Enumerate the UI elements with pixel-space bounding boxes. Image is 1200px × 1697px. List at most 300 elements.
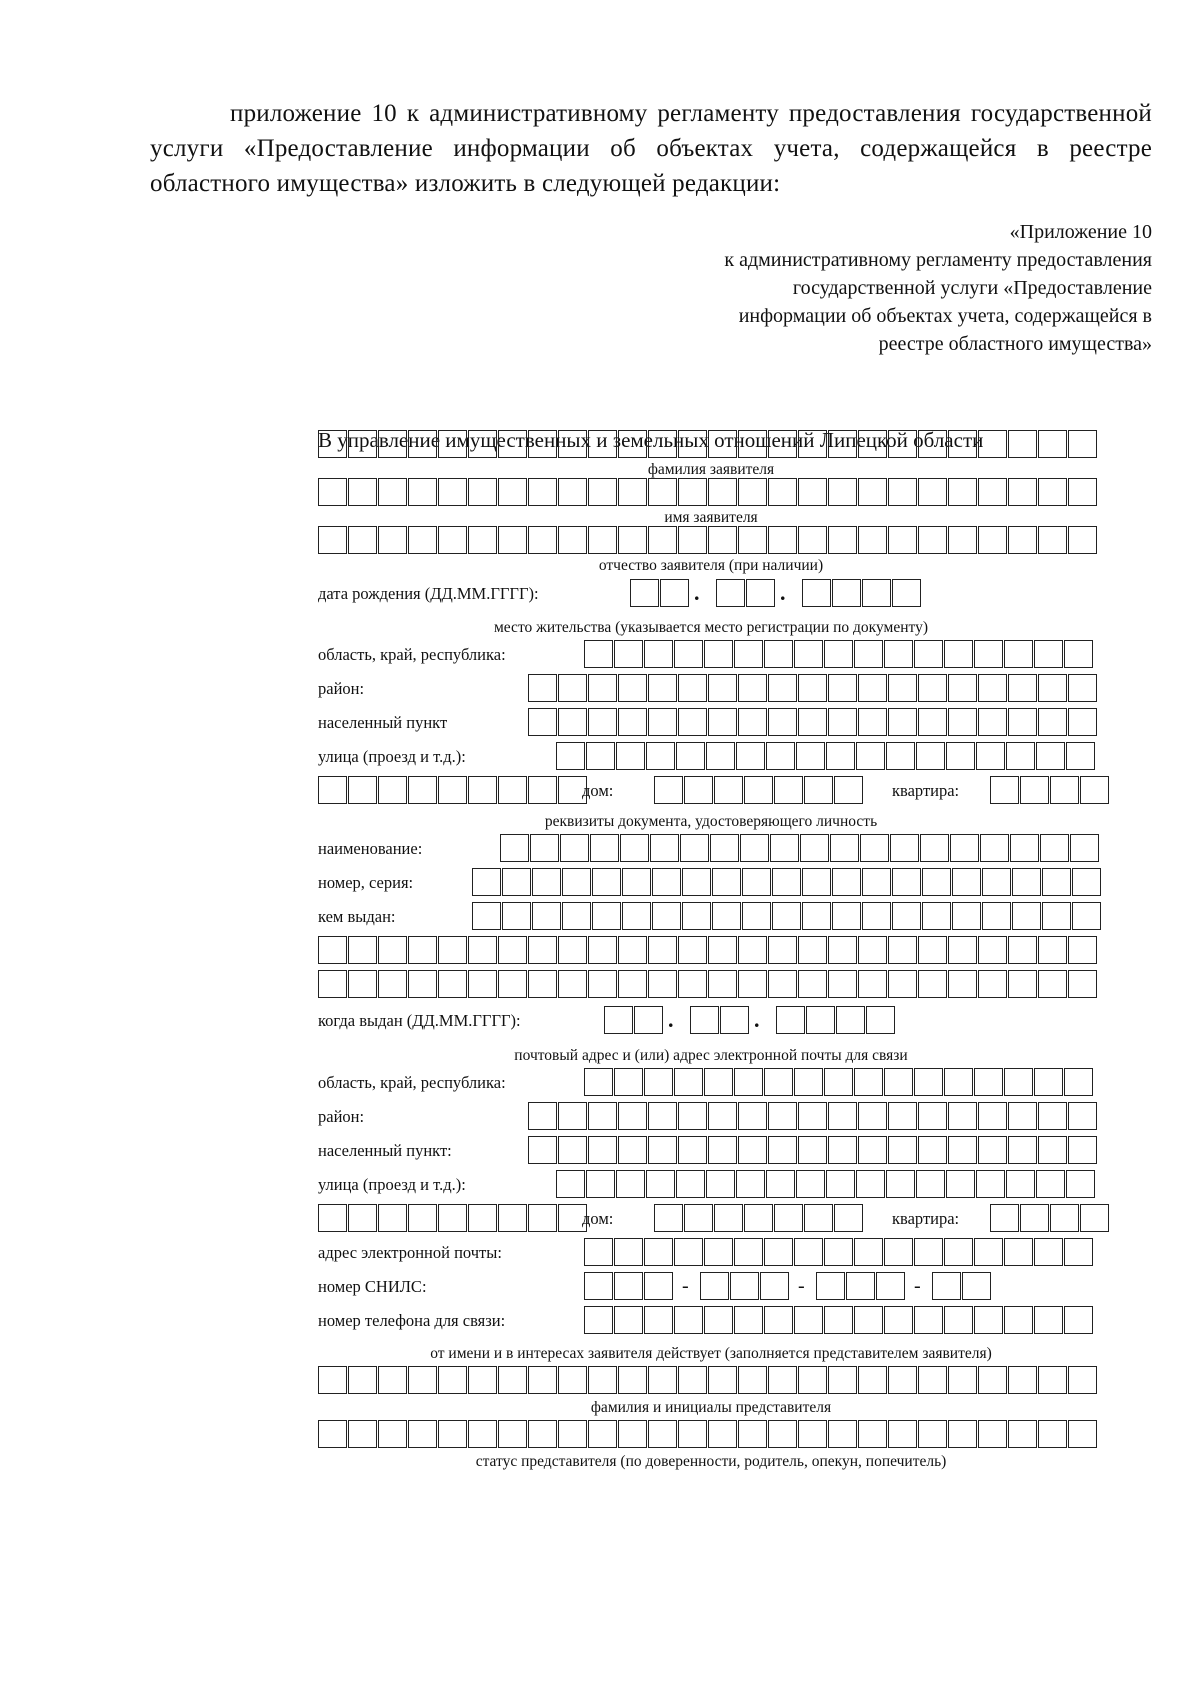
char-cell[interactable] <box>588 1420 617 1448</box>
char-cell[interactable] <box>678 1420 707 1448</box>
char-cell[interactable] <box>804 1204 833 1232</box>
char-cell[interactable] <box>826 742 855 770</box>
char-cell[interactable] <box>768 674 797 702</box>
char-cell[interactable] <box>800 834 829 862</box>
char-cell[interactable] <box>918 478 947 506</box>
char-cell[interactable] <box>528 1204 557 1232</box>
char-cell[interactable] <box>746 579 775 607</box>
char-cell[interactable] <box>866 1006 895 1034</box>
char-cell[interactable] <box>348 1366 377 1394</box>
char-cell[interactable] <box>678 1102 707 1130</box>
char-cell[interactable] <box>614 1306 643 1334</box>
char-cell[interactable] <box>858 1136 887 1164</box>
char-cell[interactable] <box>588 708 617 736</box>
char-cell[interactable] <box>892 902 921 930</box>
char-cell[interactable] <box>974 1306 1003 1334</box>
char-cell[interactable] <box>856 742 885 770</box>
char-cell[interactable] <box>1072 902 1101 930</box>
surname-field[interactable] <box>318 430 1098 458</box>
char-cell[interactable] <box>948 430 977 458</box>
email-field[interactable] <box>584 1238 1094 1266</box>
char-cell[interactable] <box>980 834 1009 862</box>
char-cell[interactable] <box>1038 674 1067 702</box>
char-cell[interactable] <box>498 776 527 804</box>
char-cell[interactable] <box>708 674 737 702</box>
char-cell[interactable] <box>1004 1238 1033 1266</box>
birth-month-field[interactable] <box>716 579 776 607</box>
char-cell[interactable] <box>438 1204 467 1232</box>
char-cell[interactable] <box>720 1006 749 1034</box>
char-cell[interactable] <box>854 1068 883 1096</box>
char-cell[interactable] <box>318 1420 347 1448</box>
char-cell[interactable] <box>644 1238 673 1266</box>
char-cell[interactable] <box>828 1366 857 1394</box>
char-cell[interactable] <box>918 970 947 998</box>
char-cell[interactable] <box>588 1102 617 1130</box>
char-cell[interactable] <box>1068 1366 1097 1394</box>
char-cell[interactable] <box>738 1136 767 1164</box>
char-cell[interactable] <box>1064 1068 1093 1096</box>
char-cell[interactable] <box>438 478 467 506</box>
char-cell[interactable] <box>1004 1068 1033 1096</box>
char-cell[interactable] <box>712 902 741 930</box>
char-cell[interactable] <box>1034 1068 1063 1096</box>
issued-day-field[interactable] <box>604 1006 664 1034</box>
char-cell[interactable] <box>932 1272 961 1300</box>
char-cell[interactable] <box>618 1366 647 1394</box>
postal-locality-field[interactable] <box>528 1136 1098 1164</box>
char-cell[interactable] <box>948 478 977 506</box>
char-cell[interactable] <box>826 1170 855 1198</box>
char-cell[interactable] <box>654 1204 683 1232</box>
char-cell[interactable] <box>648 674 677 702</box>
char-cell[interactable] <box>1008 674 1037 702</box>
char-cell[interactable] <box>824 1238 853 1266</box>
char-cell[interactable] <box>944 1068 973 1096</box>
char-cell[interactable] <box>676 1170 705 1198</box>
char-cell[interactable] <box>990 776 1019 804</box>
char-cell[interactable] <box>768 1420 797 1448</box>
char-cell[interactable] <box>828 936 857 964</box>
char-cell[interactable] <box>704 640 733 668</box>
char-cell[interactable] <box>528 776 557 804</box>
char-cell[interactable] <box>770 834 799 862</box>
char-cell[interactable] <box>318 970 347 998</box>
char-cell[interactable] <box>828 1102 857 1130</box>
char-cell[interactable] <box>438 1420 467 1448</box>
char-cell[interactable] <box>644 1068 673 1096</box>
char-cell[interactable] <box>716 579 745 607</box>
postal-region-field[interactable] <box>584 1068 1094 1096</box>
char-cell[interactable] <box>828 526 857 554</box>
char-cell[interactable] <box>584 640 613 668</box>
char-cell[interactable] <box>468 1366 497 1394</box>
char-cell[interactable] <box>1042 902 1071 930</box>
char-cell[interactable] <box>856 1170 885 1198</box>
char-cell[interactable] <box>816 1272 845 1300</box>
char-cell[interactable] <box>674 640 703 668</box>
district-field[interactable] <box>528 674 1098 702</box>
char-cell[interactable] <box>1068 674 1097 702</box>
char-cell[interactable] <box>588 478 617 506</box>
char-cell[interactable] <box>528 970 557 998</box>
char-cell[interactable] <box>348 526 377 554</box>
char-cell[interactable] <box>652 902 681 930</box>
char-cell[interactable] <box>348 776 377 804</box>
char-cell[interactable] <box>1038 1366 1067 1394</box>
char-cell[interactable] <box>1068 478 1097 506</box>
char-cell[interactable] <box>1068 526 1097 554</box>
char-cell[interactable] <box>794 1238 823 1266</box>
char-cell[interactable] <box>796 742 825 770</box>
char-cell[interactable] <box>634 1006 663 1034</box>
char-cell[interactable] <box>528 526 557 554</box>
char-cell[interactable] <box>918 708 947 736</box>
char-cell[interactable] <box>584 1068 613 1096</box>
char-cell[interactable] <box>618 936 647 964</box>
char-cell[interactable] <box>558 430 587 458</box>
char-cell[interactable] <box>438 970 467 998</box>
char-cell[interactable] <box>742 902 771 930</box>
char-cell[interactable] <box>768 970 797 998</box>
char-cell[interactable] <box>1008 430 1037 458</box>
char-cell[interactable] <box>1008 1420 1037 1448</box>
char-cell[interactable] <box>944 640 973 668</box>
char-cell[interactable] <box>802 579 831 607</box>
char-cell[interactable] <box>798 1102 827 1130</box>
char-cell[interactable] <box>768 1136 797 1164</box>
char-cell[interactable] <box>706 1170 735 1198</box>
char-cell[interactable] <box>1040 834 1069 862</box>
char-cell[interactable] <box>618 1420 647 1448</box>
char-cell[interactable] <box>676 742 705 770</box>
char-cell[interactable] <box>408 1366 437 1394</box>
char-cell[interactable] <box>652 868 681 896</box>
char-cell[interactable] <box>562 868 591 896</box>
char-cell[interactable] <box>922 868 951 896</box>
char-cell[interactable] <box>862 902 891 930</box>
char-cell[interactable] <box>348 970 377 998</box>
char-cell[interactable] <box>674 1306 703 1334</box>
char-cell[interactable] <box>618 970 647 998</box>
locality-field[interactable] <box>528 708 1098 736</box>
char-cell[interactable] <box>528 674 557 702</box>
char-cell[interactable] <box>558 970 587 998</box>
char-cell[interactable] <box>1068 1136 1097 1164</box>
char-cell[interactable] <box>978 1420 1007 1448</box>
char-cell[interactable] <box>616 742 645 770</box>
char-cell[interactable] <box>846 1272 875 1300</box>
char-cell[interactable] <box>744 1204 773 1232</box>
char-cell[interactable] <box>558 1102 587 1130</box>
char-cell[interactable] <box>648 526 677 554</box>
char-cell[interactable] <box>858 708 887 736</box>
char-cell[interactable] <box>890 834 919 862</box>
char-cell[interactable] <box>886 1170 915 1198</box>
char-cell[interactable] <box>644 640 673 668</box>
char-cell[interactable] <box>468 936 497 964</box>
char-cell[interactable] <box>1068 1420 1097 1448</box>
char-cell[interactable] <box>704 1068 733 1096</box>
char-cell[interactable] <box>678 970 707 998</box>
char-cell[interactable] <box>768 1102 797 1130</box>
char-cell[interactable] <box>646 742 675 770</box>
char-cell[interactable] <box>948 1136 977 1164</box>
char-cell[interactable] <box>1068 970 1097 998</box>
char-cell[interactable] <box>618 708 647 736</box>
char-cell[interactable] <box>832 868 861 896</box>
char-cell[interactable] <box>888 1366 917 1394</box>
doc-name-field[interactable] <box>500 834 1100 862</box>
char-cell[interactable] <box>736 742 765 770</box>
char-cell[interactable] <box>828 1136 857 1164</box>
char-cell[interactable] <box>348 430 377 458</box>
char-cell[interactable] <box>708 478 737 506</box>
char-cell[interactable] <box>974 1068 1003 1096</box>
representative-status-field[interactable] <box>318 1420 1098 1448</box>
char-cell[interactable] <box>978 936 1007 964</box>
char-cell[interactable] <box>888 430 917 458</box>
char-cell[interactable] <box>978 1366 1007 1394</box>
char-cell[interactable] <box>798 1366 827 1394</box>
char-cell[interactable] <box>918 674 947 702</box>
char-cell[interactable] <box>854 1238 883 1266</box>
char-cell[interactable] <box>318 1366 347 1394</box>
char-cell[interactable] <box>708 1136 737 1164</box>
char-cell[interactable] <box>948 1420 977 1448</box>
char-cell[interactable] <box>798 970 827 998</box>
char-cell[interactable] <box>888 708 917 736</box>
char-cell[interactable] <box>854 640 883 668</box>
char-cell[interactable] <box>798 526 827 554</box>
char-cell[interactable] <box>318 526 347 554</box>
postal-street-continuation-field[interactable] <box>318 1204 588 1232</box>
char-cell[interactable] <box>888 970 917 998</box>
char-cell[interactable] <box>684 1204 713 1232</box>
char-cell[interactable] <box>438 936 467 964</box>
char-cell[interactable] <box>738 970 767 998</box>
char-cell[interactable] <box>1064 1238 1093 1266</box>
char-cell[interactable] <box>684 776 713 804</box>
char-cell[interactable] <box>884 1238 913 1266</box>
char-cell[interactable] <box>768 478 797 506</box>
char-cell[interactable] <box>646 1170 675 1198</box>
char-cell[interactable] <box>794 1306 823 1334</box>
char-cell[interactable] <box>498 1420 527 1448</box>
char-cell[interactable] <box>948 674 977 702</box>
char-cell[interactable] <box>678 936 707 964</box>
char-cell[interactable] <box>774 1204 803 1232</box>
char-cell[interactable] <box>828 478 857 506</box>
char-cell[interactable] <box>614 1272 643 1300</box>
char-cell[interactable] <box>764 1068 793 1096</box>
char-cell[interactable] <box>678 1136 707 1164</box>
char-cell[interactable] <box>682 868 711 896</box>
char-cell[interactable] <box>768 1366 797 1394</box>
postal-district-field[interactable] <box>528 1102 1098 1130</box>
char-cell[interactable] <box>408 936 437 964</box>
char-cell[interactable] <box>618 1136 647 1164</box>
char-cell[interactable] <box>708 970 737 998</box>
char-cell[interactable] <box>768 430 797 458</box>
char-cell[interactable] <box>886 742 915 770</box>
char-cell[interactable] <box>588 674 617 702</box>
char-cell[interactable] <box>586 742 615 770</box>
char-cell[interactable] <box>1034 640 1063 668</box>
char-cell[interactable] <box>618 478 647 506</box>
char-cell[interactable] <box>378 776 407 804</box>
char-cell[interactable] <box>828 708 857 736</box>
char-cell[interactable] <box>1010 834 1039 862</box>
issued-month-field[interactable] <box>690 1006 750 1034</box>
char-cell[interactable] <box>830 834 859 862</box>
char-cell[interactable] <box>528 708 557 736</box>
char-cell[interactable] <box>712 868 741 896</box>
char-cell[interactable] <box>802 902 831 930</box>
char-cell[interactable] <box>858 430 887 458</box>
char-cell[interactable] <box>318 936 347 964</box>
char-cell[interactable] <box>1008 1366 1037 1394</box>
char-cell[interactable] <box>764 640 793 668</box>
char-cell[interactable] <box>798 674 827 702</box>
char-cell[interactable] <box>796 1170 825 1198</box>
birth-day-field[interactable] <box>630 579 690 607</box>
char-cell[interactable] <box>832 579 861 607</box>
char-cell[interactable] <box>914 1306 943 1334</box>
char-cell[interactable] <box>378 430 407 458</box>
char-cell[interactable] <box>674 1238 703 1266</box>
char-cell[interactable] <box>860 834 889 862</box>
issued-by-line-3[interactable] <box>318 970 1098 998</box>
char-cell[interactable] <box>832 902 861 930</box>
char-cell[interactable] <box>1008 708 1037 736</box>
char-cell[interactable] <box>1068 1102 1097 1130</box>
char-cell[interactable] <box>678 674 707 702</box>
char-cell[interactable] <box>1008 1102 1037 1130</box>
char-cell[interactable] <box>348 1204 377 1232</box>
doc-number-field[interactable] <box>472 868 1102 896</box>
snils-part-2[interactable] <box>700 1272 790 1300</box>
postal-house-field[interactable] <box>654 1204 864 1232</box>
char-cell[interactable] <box>946 742 975 770</box>
char-cell[interactable] <box>946 1170 975 1198</box>
char-cell[interactable] <box>764 1306 793 1334</box>
char-cell[interactable] <box>584 1306 613 1334</box>
char-cell[interactable] <box>648 1102 677 1130</box>
char-cell[interactable] <box>408 526 437 554</box>
char-cell[interactable] <box>798 708 827 736</box>
char-cell[interactable] <box>1038 1136 1067 1164</box>
char-cell[interactable] <box>630 579 659 607</box>
char-cell[interactable] <box>764 1238 793 1266</box>
char-cell[interactable] <box>588 1366 617 1394</box>
char-cell[interactable] <box>918 1366 947 1394</box>
snils-part-1[interactable] <box>584 1272 674 1300</box>
char-cell[interactable] <box>978 526 1007 554</box>
char-cell[interactable] <box>1064 1306 1093 1334</box>
char-cell[interactable] <box>558 478 587 506</box>
char-cell[interactable] <box>558 1366 587 1394</box>
char-cell[interactable] <box>740 834 769 862</box>
birth-year-field[interactable] <box>802 579 922 607</box>
char-cell[interactable] <box>408 478 437 506</box>
char-cell[interactable] <box>1034 1238 1063 1266</box>
char-cell[interactable] <box>560 834 589 862</box>
char-cell[interactable] <box>528 1136 557 1164</box>
char-cell[interactable] <box>978 970 1007 998</box>
char-cell[interactable] <box>498 936 527 964</box>
char-cell[interactable] <box>974 640 1003 668</box>
char-cell[interactable] <box>532 902 561 930</box>
char-cell[interactable] <box>706 742 735 770</box>
char-cell[interactable] <box>978 478 1007 506</box>
char-cell[interactable] <box>738 674 767 702</box>
char-cell[interactable] <box>738 478 767 506</box>
char-cell[interactable] <box>498 970 527 998</box>
char-cell[interactable] <box>528 1366 557 1394</box>
char-cell[interactable] <box>876 1272 905 1300</box>
char-cell[interactable] <box>1038 1102 1067 1130</box>
char-cell[interactable] <box>318 478 347 506</box>
char-cell[interactable] <box>618 1102 647 1130</box>
char-cell[interactable] <box>318 1204 347 1232</box>
snils-part-4[interactable] <box>932 1272 992 1300</box>
char-cell[interactable] <box>500 834 529 862</box>
char-cell[interactable] <box>468 776 497 804</box>
char-cell[interactable] <box>828 674 857 702</box>
char-cell[interactable] <box>1006 1170 1035 1198</box>
char-cell[interactable] <box>858 478 887 506</box>
char-cell[interactable] <box>528 430 557 458</box>
char-cell[interactable] <box>584 1272 613 1300</box>
char-cell[interactable] <box>1006 742 1035 770</box>
char-cell[interactable] <box>614 1068 643 1096</box>
house-field[interactable] <box>654 776 864 804</box>
char-cell[interactable] <box>502 868 531 896</box>
char-cell[interactable] <box>914 1238 943 1266</box>
char-cell[interactable] <box>854 1306 883 1334</box>
char-cell[interactable] <box>734 1068 763 1096</box>
issued-by-line-2[interactable] <box>318 936 1098 964</box>
char-cell[interactable] <box>704 1306 733 1334</box>
char-cell[interactable] <box>532 868 561 896</box>
char-cell[interactable] <box>888 1420 917 1448</box>
char-cell[interactable] <box>558 1420 587 1448</box>
char-cell[interactable] <box>708 526 737 554</box>
char-cell[interactable] <box>468 430 497 458</box>
char-cell[interactable] <box>978 708 1007 736</box>
char-cell[interactable] <box>1038 708 1067 736</box>
char-cell[interactable] <box>888 1136 917 1164</box>
char-cell[interactable] <box>884 1306 913 1334</box>
char-cell[interactable] <box>378 526 407 554</box>
char-cell[interactable] <box>1038 970 1067 998</box>
char-cell[interactable] <box>738 936 767 964</box>
char-cell[interactable] <box>590 834 619 862</box>
char-cell[interactable] <box>774 776 803 804</box>
char-cell[interactable] <box>944 1238 973 1266</box>
char-cell[interactable] <box>916 742 945 770</box>
char-cell[interactable] <box>498 1366 527 1394</box>
char-cell[interactable] <box>468 1204 497 1232</box>
char-cell[interactable] <box>648 708 677 736</box>
phone-field[interactable] <box>584 1306 1094 1334</box>
char-cell[interactable] <box>528 1102 557 1130</box>
char-cell[interactable] <box>616 1170 645 1198</box>
char-cell[interactable] <box>714 776 743 804</box>
char-cell[interactable] <box>556 742 585 770</box>
char-cell[interactable] <box>952 902 981 930</box>
